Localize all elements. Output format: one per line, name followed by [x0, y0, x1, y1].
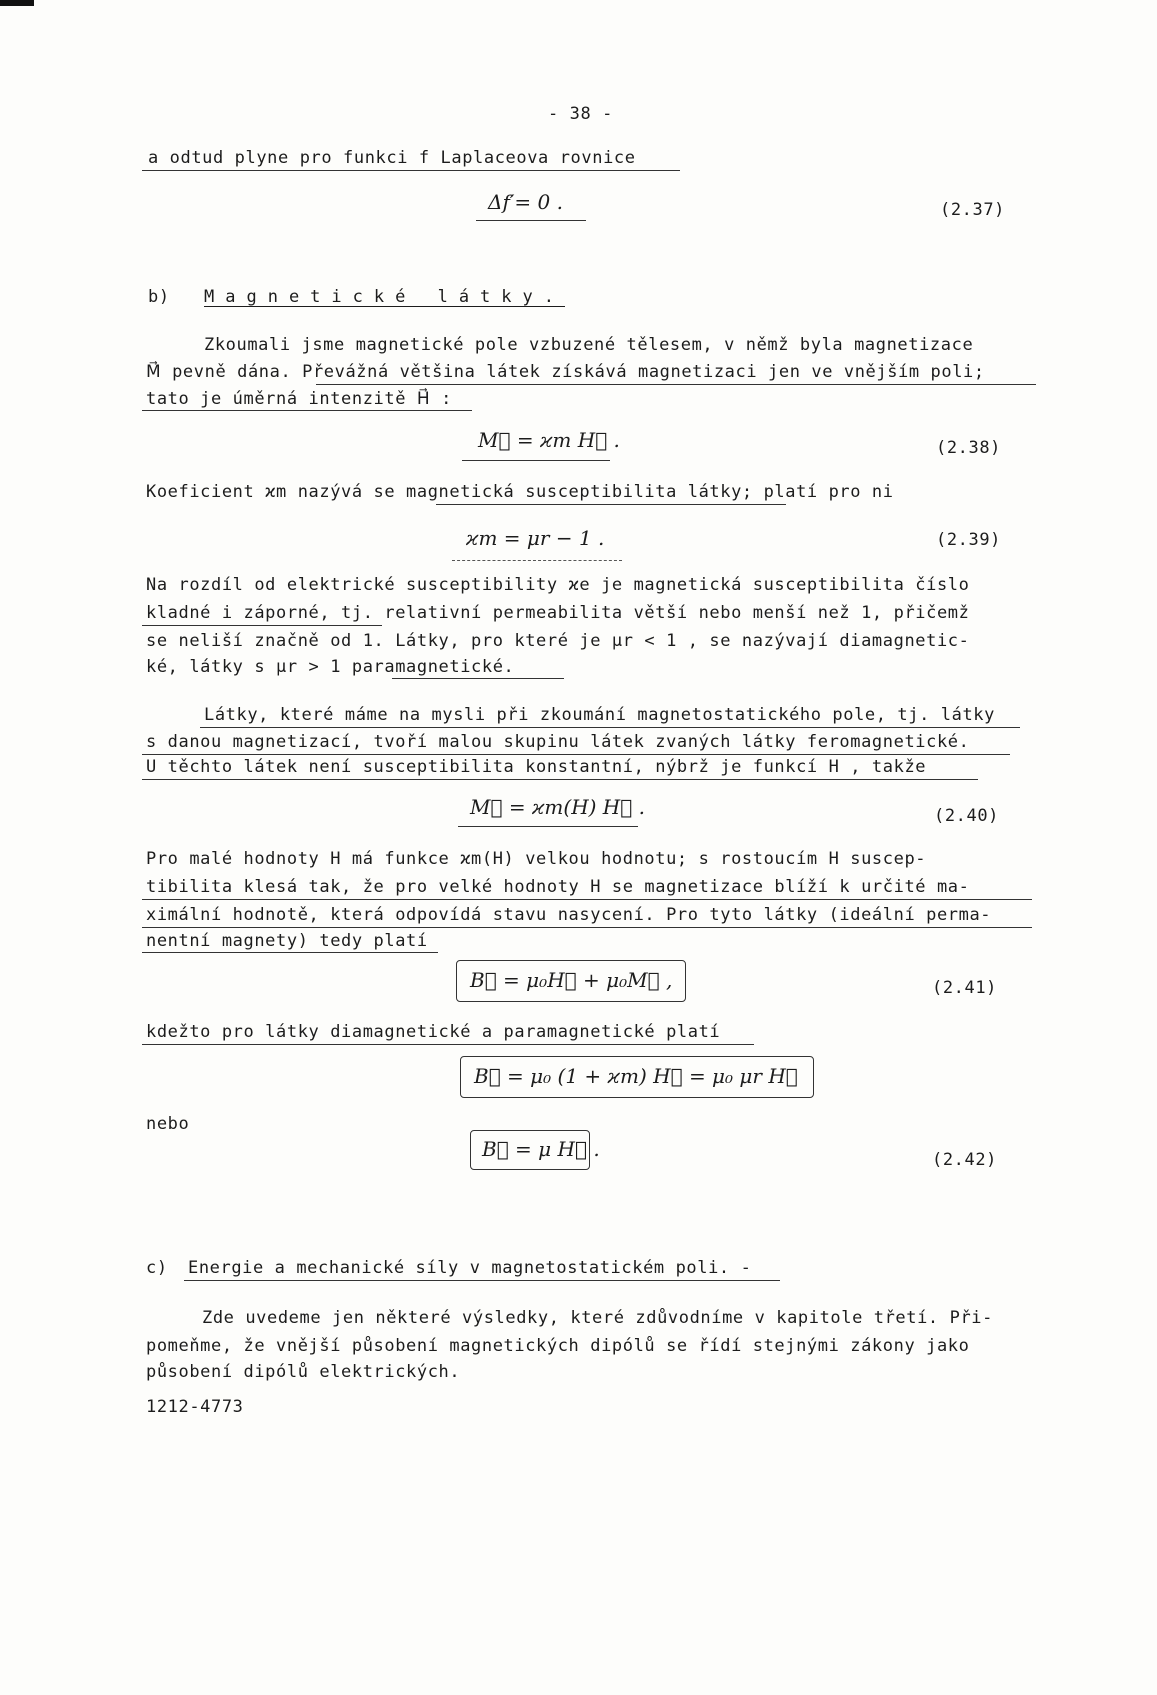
equation-number: (2.40) — [934, 806, 1000, 826]
text-line: Koeficient ϰm nazývá se magnetická susceptibilita látky; platí pro ni — [146, 482, 894, 502]
section-heading: Magnetické látky. — [204, 287, 565, 307]
page-number: - 38 - — [548, 104, 614, 124]
underline-rule — [462, 460, 610, 461]
equation-2-39: ϰm = μr − 1 . — [466, 526, 605, 550]
underline-rule — [436, 504, 786, 505]
text-line: Zkoumali jsme magnetické pole vzbuzené tělesem, v němž byla magnetizace — [204, 335, 974, 355]
text-line: s danou magnetizací, tvoří malou skupinu látek zvaných látky feromagnetické. — [146, 732, 970, 752]
text-line: působení dipólů elektrických. — [146, 1362, 461, 1382]
underline-rule — [200, 727, 1020, 728]
equation-number: (2.41) — [932, 978, 998, 998]
underline-rule — [142, 779, 978, 780]
underline-rule — [142, 410, 472, 411]
equation-number: (2.37) — [940, 200, 1006, 220]
underline-rule — [142, 899, 1032, 900]
equation-2-38: M⃗ = ϰm H⃗ . — [478, 428, 620, 452]
scan-corner-mark — [0, 0, 34, 6]
text-line: Na rozdíl od elektrické susceptibility ϰe je magnetická susceptibilita číslo — [146, 575, 970, 595]
text-line: ximální hodnotě, která odpovídá stavu nasycení. Pro tyto látky (ideální perma- — [146, 905, 992, 925]
equation-number: (2.39) — [936, 530, 1002, 550]
underline-rule — [476, 220, 586, 221]
underline-rule — [142, 927, 1032, 928]
text-line: Pro malé hodnoty H má funkce ϰm(H) velkou hodnotu; s rostoucím H suscep- — [146, 849, 927, 869]
equation-2-41: B⃗ = μ₀H⃗ + μ₀M⃗ , — [470, 968, 673, 992]
equation-2-37: Δf′= 0 . — [488, 190, 563, 214]
section-heading: Energie a mechanické síly v magnetostatickém poli. - — [188, 1258, 752, 1278]
underline-rule — [316, 384, 1036, 385]
text-line: tato je úměrná intenzitě H⃗ : — [146, 389, 452, 409]
equation-number: (2.42) — [932, 1150, 998, 1170]
underline-rule — [392, 678, 564, 679]
equation-2-42a: B⃗ = μ₀ (1 + ϰm) H⃗ = μ₀ μr H⃗ — [474, 1064, 798, 1088]
wavy-underline — [452, 560, 622, 561]
equation-2-42b: B⃗ = μ H⃗ . — [482, 1137, 600, 1161]
text-line: kdežto pro látky diamagnetické a paramagnetické platí — [146, 1022, 721, 1042]
text-line: se neliší značně od 1. Látky, pro které je μr < 1 , se nazývají diamagnetic- — [146, 631, 970, 651]
text-line: U těchto látek není susceptibilita konstantní, nýbrž je funkcí H , takže — [146, 757, 927, 777]
equation-2-40: M⃗ = ϰm(H) H⃗ . — [470, 795, 645, 819]
text-line: tibilita klesá tak, že pro velké hodnoty H se magnetizace blíží k určité ma- — [146, 877, 970, 897]
underline-rule — [142, 1044, 754, 1045]
text-line: kladné i záporné, tj. relativní permeabilita větší nebo menší než 1, přičemž — [146, 603, 970, 623]
underline-rule — [142, 952, 438, 953]
text-line: pomeňme, že vnější působení magnetických dipólů se řídí stejnými zákony jako — [146, 1336, 970, 1356]
text-line: nebo — [146, 1114, 190, 1134]
underline-rule — [184, 1280, 780, 1281]
text-line: ké, látky s μr > 1 paramagnetické. — [146, 657, 515, 677]
text-line: a odtud plyne pro funkci f Laplaceova rovnice — [148, 148, 636, 168]
underline-rule — [458, 826, 638, 827]
equation-number: (2.38) — [936, 438, 1002, 458]
text-line: Látky, které máme na mysli při zkoumání magnetostatického pole, tj. látky — [204, 705, 995, 725]
text-line: M⃗ pevně dána. Převážná většina látek získává magnetizaci jen ve vnějším poli; — [146, 362, 985, 382]
underline-rule — [142, 170, 680, 171]
section-label: b) — [148, 287, 170, 307]
text-line: Zde uvedeme jen některé výsledky, které zdůvodníme v kapitole třetí. Při- — [202, 1308, 993, 1328]
section-label: c) — [146, 1258, 168, 1278]
text-line: nentní magnety) tedy platí — [146, 931, 428, 951]
document-code: 1212-4773 — [146, 1397, 244, 1417]
underline-rule — [142, 625, 382, 626]
underline-rule — [142, 754, 1010, 755]
